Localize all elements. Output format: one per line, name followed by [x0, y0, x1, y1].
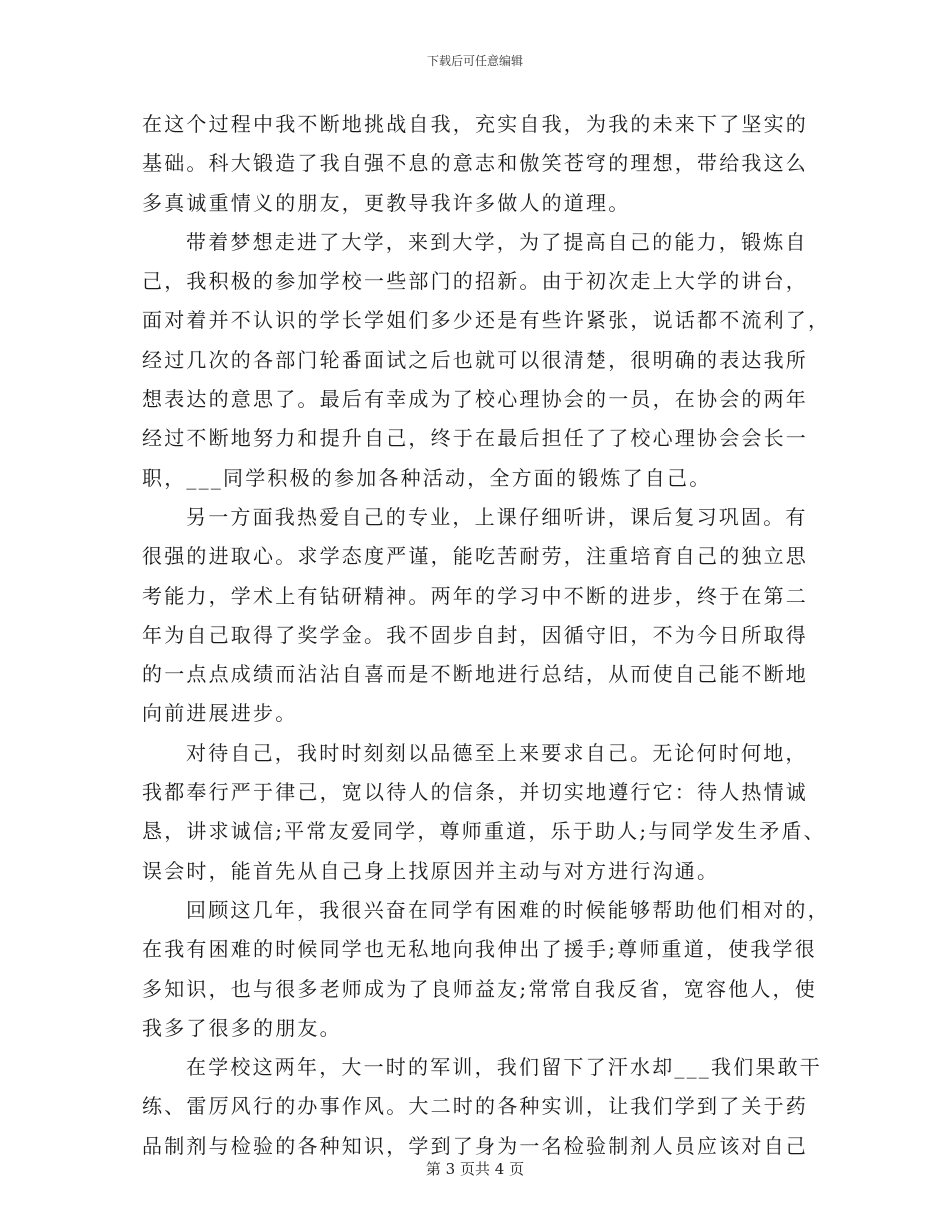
text-line: 年为自己取得了奖学金。我不固步自封，因循守旧，不为今日所取得	[142, 622, 808, 647]
page-footer: 第 3 页共 4 页	[425, 1160, 525, 1178]
text-line: 很强的进取心。求学态度严谨，能吃苦耐劳，注重培育自己的独立思	[142, 544, 808, 569]
text-line: 多真诚重情义的朋友，更教导我许多做人的道理。	[142, 190, 631, 215]
text-line: 在我有困难的时候同学也无私地向我伸出了援手;尊师重道，使我学很	[142, 937, 817, 962]
text-line: 想表达的意思了。最后有幸成为了校心理协会的一员，在协会的两年	[142, 387, 808, 412]
text-line: 我多了很多的朋友。	[142, 1015, 342, 1040]
document-body	[142, 105, 831, 1166]
text-line: 职，___同学积极的参加各种活动，全方面的锻炼了自己。	[142, 465, 712, 490]
text-line: 经过几次的各部门轮番面试之后也就可以很清楚，很明确的表达我所	[142, 347, 808, 372]
paragraph-first-line: 回顾这几年，我很兴奋在同学有困难的时候能够帮助他们相对的，	[186, 897, 830, 922]
text-line: 面对着并不认识的学长学姐们多少还是有些许紧张，说话都不流利了，	[142, 308, 831, 333]
text-line: 经过不断地努力和提升自己，终于在最后担任了了校心理协会会长一	[142, 426, 808, 451]
paragraph-first-line: 带着梦想走进了大学，来到大学，为了提高自己的能力，锻炼自	[186, 229, 808, 254]
text-line: 我都奉行严于律己，宽以待人的信条，并切实地遵行它：待人热情诚	[142, 780, 808, 805]
text-line: 基础。科大锻造了我自强不息的意志和傲笑苍穹的理想，带给我这么	[142, 151, 808, 176]
text-line: 误会时，能首先从自己身上找原因并主动与对方进行沟通。	[142, 858, 720, 883]
text-line: 的一点点成绩而沾沾自喜而是不断地进行总结，从而使自己能不断地	[142, 662, 808, 687]
paragraph-first-line: 在学校这两年，大一时的军训，我们留下了汗水却___我们果敢干	[186, 1055, 822, 1080]
page-header: 下载后可任意编辑	[426, 54, 523, 68]
text-line: 练、雷厉风行的办事作风。大二时的各种实训，让我们学到了关于药	[142, 1094, 808, 1119]
text-line: 己，我积极的参加学校一些部门的招新。由于初次走上大学的讲台，	[142, 269, 808, 294]
paragraph-first-line: 对待自己，我时时刻刻以品德至上来要求自己。无论何时何地，	[186, 740, 808, 765]
paragraph-first-line: 另一方面我热爱自己的专业，上课仔细听讲，课后复习巩固。有	[186, 504, 808, 529]
text-line: 在这个过程中我不断地挑战自我，充实自我，为我的未来下了坚实的	[142, 112, 808, 136]
text-line: 恳，讲求诚信;平常友爱同学，尊师重道，乐于助人;与同学发生矛盾、	[142, 819, 826, 844]
text-line: 向前进展进步。	[142, 701, 298, 726]
text-line: 考能力，学术上有钻研精神。两年的学习中不断的进步，终于在第二	[142, 583, 808, 608]
text-line: 多知识，也与很多老师成为了良师益友;常常自我反省，宽容他人，使	[142, 976, 817, 1001]
text-line: 品制剂与检验的各种知识，学到了身为一名检验制剂人员应该对自己	[142, 1133, 808, 1158]
